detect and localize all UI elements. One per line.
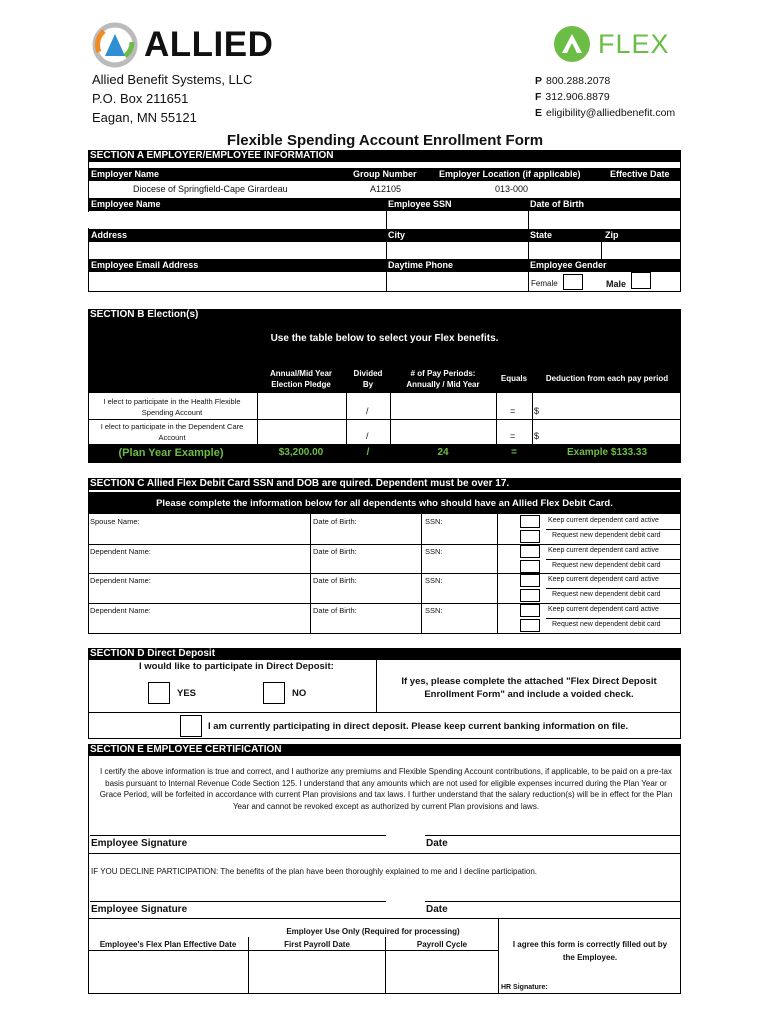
hr-signature-field[interactable] <box>550 972 678 992</box>
election-table-header <box>88 363 681 393</box>
dependent-col-divider <box>310 573 311 603</box>
flex-logo-icon <box>552 24 592 64</box>
dependent-equals: = <box>510 431 516 441</box>
state-zip-divider <box>601 229 602 259</box>
fax-number: 312.906.8879 <box>545 91 610 103</box>
section-d-divider <box>376 660 377 712</box>
dd-no-checkbox[interactable] <box>263 682 285 704</box>
address-label: Address <box>91 230 128 240</box>
dependent-dob-label: Date of Birth: <box>313 517 357 526</box>
decline-date-line <box>425 901 681 902</box>
col-divided-label: Divided By <box>353 369 383 389</box>
dependent-ssn-label: SSN: <box>425 576 443 585</box>
dependent-name-label: Dependent Name: <box>90 576 151 585</box>
section-a-row1-labels <box>88 168 681 181</box>
certification-text: I certify the above information is true and correct, and I authorize any premiums and Flexible Spending Account contributions, if applicable, to be paid on a pre-tax basis pursuant to Internal Revenue Code Section 125. I understand that any amounts which are not used for eligible expenses incurred during the Plan Year or Grace Period, will be forfeited in accordance with current Plan provisions and tax laws. I further understand that the salary reduction(s) will be in effect for the Plan Year and cannot be revoked except as authorized by current Plan provisions and laws. <box>99 767 673 811</box>
dependent-care-label: I elect to participate in the Dependent Care Account <box>100 422 244 442</box>
dependent-col-divider <box>497 573 498 603</box>
col-effective-date-label: Employee's Flex Plan Effective Date <box>99 940 237 949</box>
dependent-dollar: $ <box>534 431 540 441</box>
female-checkbox[interactable] <box>563 274 583 290</box>
example-periods: 24 <box>437 447 449 458</box>
card-option-divider <box>546 588 681 589</box>
employee-signature-field[interactable] <box>90 810 385 834</box>
dependent-name-label: Dependent Name: <box>90 547 151 556</box>
dependent-col-divider <box>310 514 311 544</box>
dependent-name-field[interactable] <box>150 586 305 601</box>
dependent-col-divider <box>310 544 311 574</box>
keep-card-checkbox[interactable] <box>520 515 540 528</box>
request-card-checkbox[interactable] <box>520 530 540 543</box>
employer-use-title: Employer Use Only (Required for processing) <box>286 927 460 936</box>
dependent-name-field[interactable] <box>150 527 305 542</box>
date-line <box>425 835 681 836</box>
decline-date-label: Date <box>426 904 448 915</box>
zip-label: Zip <box>605 230 619 240</box>
male-checkbox[interactable] <box>631 272 651 289</box>
section-c-banner <box>88 492 681 514</box>
form-title: Flexible Spending Account Enrollment Form <box>226 132 544 149</box>
dob-label: Date of Birth <box>530 199 584 209</box>
dependent-col-divider <box>421 514 422 544</box>
decline-divider <box>88 853 681 854</box>
example-equals: = <box>511 447 517 458</box>
company-po-box: P.O. Box 211651 <box>92 91 189 106</box>
col-periods-label: # of Pay Periods: Annually / Mid Year <box>406 369 480 389</box>
agree-text: I agree this form is correctly filled out by the Employee. <box>512 940 668 962</box>
female-label: Female <box>531 279 558 288</box>
section-b-title: SECTION B Election(s) <box>88 309 681 321</box>
election-row-divider <box>88 419 681 420</box>
section-a-divider <box>386 198 387 292</box>
employee-name-field[interactable] <box>88 212 388 228</box>
dd-current-checkbox[interactable] <box>180 715 202 737</box>
section-c-title: SECTION C Allied Flex Debit Card SSN and DOB are quired. Dependent must be over 17. <box>88 478 681 490</box>
election-col-divider <box>390 393 391 444</box>
section-b-banner-text: Use the table below to select your Flex benefits. <box>270 333 499 344</box>
keep-card-label: Keep current dependent card active <box>548 517 659 524</box>
company-name: Allied Benefit Systems, LLC <box>92 72 253 87</box>
gender-label: Employee Gender <box>530 260 607 270</box>
dependent-dob-label: Date of Birth: <box>313 606 357 615</box>
col-pledge-label: Annual/Mid Year Election Pledge <box>269 369 333 389</box>
dependent-col-divider <box>310 603 311 633</box>
decline-signature-label: Employee Signature <box>91 904 188 915</box>
decline-signature-field[interactable] <box>90 878 385 900</box>
section-c-banner-text: Please complete the information below for all dependents who should have an Allied Flex Debit Card. <box>156 498 613 509</box>
email-label: E <box>535 107 543 119</box>
keep-card-label: Keep current dependent card active <box>548 547 659 554</box>
keep-card-label: Keep current dependent card active <box>548 576 659 583</box>
section-e-title: SECTION E EMPLOYEE CERTIFICATION <box>88 744 681 756</box>
dependent-name-label: Dependent Name: <box>90 606 151 615</box>
employee-ssn-label: Employee SSN <box>388 199 452 209</box>
section-a-row3-labels <box>88 229 681 242</box>
health-fsa-label: I elect to participate in the Health Flexible Spending Account <box>103 397 241 417</box>
company-city: Eagan, MN 55121 <box>92 110 197 125</box>
daytime-phone-label: Daytime Phone <box>388 260 454 270</box>
dependent-col-divider <box>421 573 422 603</box>
section-a-row2-labels <box>88 198 681 211</box>
dependent-dob-label: Date of Birth: <box>313 576 357 585</box>
signature-date-label: Date <box>426 838 448 849</box>
dependent-row-divider <box>88 603 681 604</box>
dd-yes-checkbox[interactable] <box>148 682 170 704</box>
dependent-row-divider <box>88 573 681 574</box>
dependent-name-label: Spouse Name: <box>90 517 140 526</box>
dependent-col-divider <box>421 603 422 633</box>
decline-signature-line <box>90 901 386 902</box>
request-card-checkbox[interactable] <box>520 589 540 602</box>
card-option-divider <box>546 559 681 560</box>
employer-use-divider <box>88 918 681 919</box>
election-col-divider <box>532 393 533 444</box>
request-card-checkbox[interactable] <box>520 619 540 632</box>
employer-name-value[interactable]: Diocese of Springfield-Cape Girardeau <box>133 184 288 194</box>
col-payroll-cycle-label: Payroll Cycle <box>416 940 468 949</box>
employee-name-label: Employee Name <box>91 199 161 209</box>
col-first-payroll-label: First Payroll Date <box>284 940 350 949</box>
card-option-divider <box>546 529 681 530</box>
dependent-ssn-label: SSN: <box>425 606 443 615</box>
section-d-title: SECTION D Direct Deposit <box>88 648 681 660</box>
section-b-banner <box>88 321 681 363</box>
section-a-divider <box>528 198 529 292</box>
keep-card-label: Keep current dependent card active <box>548 606 659 613</box>
male-label: Male <box>606 279 627 289</box>
dependent-col-divider <box>497 514 498 544</box>
phone-number: 800.288.2078 <box>546 75 611 87</box>
employer-name-label: Employer Name <box>91 169 160 179</box>
dependent-row-divider <box>88 544 681 545</box>
first-payroll-field[interactable] <box>249 951 384 993</box>
health-dollar: $ <box>534 406 540 416</box>
dd-no-label: NO <box>292 688 307 699</box>
decline-text: IF YOU DECLINE PARTICIPATION: The benefits of the plan have been thoroughly explained to me and I decline participation. <box>91 867 538 876</box>
example-slash: / <box>366 447 370 458</box>
state-label: State <box>530 230 553 240</box>
hr-signature-label: HR Signature: <box>501 984 548 991</box>
dd-current-label: I am currently participating in direct deposit. Please keep current banking information on file. <box>208 721 629 732</box>
example-pledge: $3,200.00 <box>278 447 324 458</box>
keep-card-checkbox[interactable] <box>520 545 540 558</box>
col-equals-label: Equals <box>500 374 528 383</box>
card-option-divider <box>546 618 681 619</box>
dependent-slash: / <box>366 431 369 441</box>
fax-label: F <box>535 91 542 103</box>
employer-use-col-divider <box>498 918 499 994</box>
dependent-ssn-label: SSN: <box>425 547 443 556</box>
section-a-title: SECTION A EMPLOYER/EMPLOYEE INFORMATION <box>88 150 681 162</box>
section-a-row4-labels <box>88 259 681 272</box>
dependent-col-divider <box>497 603 498 633</box>
employee-signature-label: Employee Signature <box>91 838 188 849</box>
plan-year-example-row <box>88 444 681 463</box>
city-label: City <box>388 230 406 240</box>
direct-deposit-prompt: I would like to participate in Direct Deposit: <box>139 661 334 672</box>
flex-logo <box>552 24 670 64</box>
col-deduction-label: Deduction from each pay period <box>545 374 669 383</box>
dependent-name-field[interactable] <box>150 616 305 631</box>
group-number-value[interactable]: A12105 <box>370 184 402 194</box>
example-label: (Plan Year Example) <box>118 447 224 459</box>
dependent-name-field[interactable] <box>150 557 305 572</box>
employer-location-value[interactable]: 013-000 <box>495 184 529 194</box>
decline-date-field[interactable] <box>425 878 680 900</box>
request-card-label: Request new dependent debit card <box>552 562 661 569</box>
contact-info <box>535 73 675 121</box>
payroll-cycle-field[interactable] <box>386 951 497 993</box>
dependent-pledge-field[interactable] <box>258 420 345 443</box>
election-col-divider <box>496 393 497 444</box>
request-card-label: Request new dependent debit card <box>552 621 661 628</box>
dependent-col-divider <box>497 544 498 574</box>
request-card-checkbox[interactable] <box>520 560 540 573</box>
dependent-ssn-label: SSN: <box>425 517 443 526</box>
dependent-dob-label: Date of Birth: <box>313 547 357 556</box>
health-equals: = <box>510 406 516 416</box>
group-number-label: Group Number <box>353 169 417 179</box>
phone-label: P <box>535 75 543 87</box>
dd-instructions: If yes, please complete the attached "Flex Direct Deposit Enrollment Form" and include a voided check. <box>401 676 657 700</box>
signature-date-field[interactable] <box>425 810 680 834</box>
flex-wordmark: FLEX <box>598 28 670 59</box>
example-deduction: Example $133.33 <box>566 447 648 458</box>
dependent-col-divider <box>421 544 422 574</box>
effective-date-label: Effective Date <box>610 169 670 179</box>
keep-card-checkbox[interactable] <box>520 604 540 617</box>
section-d-row-divider <box>88 712 681 713</box>
email-field-label: Employee Email Address <box>91 260 199 270</box>
employer-location-label: Employer Location (if applicable) <box>439 169 581 179</box>
keep-card-checkbox[interactable] <box>520 574 540 587</box>
signature-line <box>90 835 386 836</box>
allied-logo <box>92 22 273 68</box>
email-address: eligibility@alliedbenefit.com <box>546 107 676 119</box>
health-pledge-field[interactable] <box>258 394 345 418</box>
request-card-label: Request new dependent debit card <box>552 591 661 598</box>
dd-yes-label: YES <box>177 688 197 699</box>
health-slash: / <box>366 406 369 416</box>
effective-date-field[interactable] <box>89 951 247 993</box>
allied-wordmark: ALLIED <box>144 25 274 64</box>
allied-logo-icon <box>92 22 138 68</box>
request-card-label: Request new dependent debit card <box>552 532 661 539</box>
company-address <box>92 70 252 127</box>
election-col-divider <box>346 393 347 444</box>
